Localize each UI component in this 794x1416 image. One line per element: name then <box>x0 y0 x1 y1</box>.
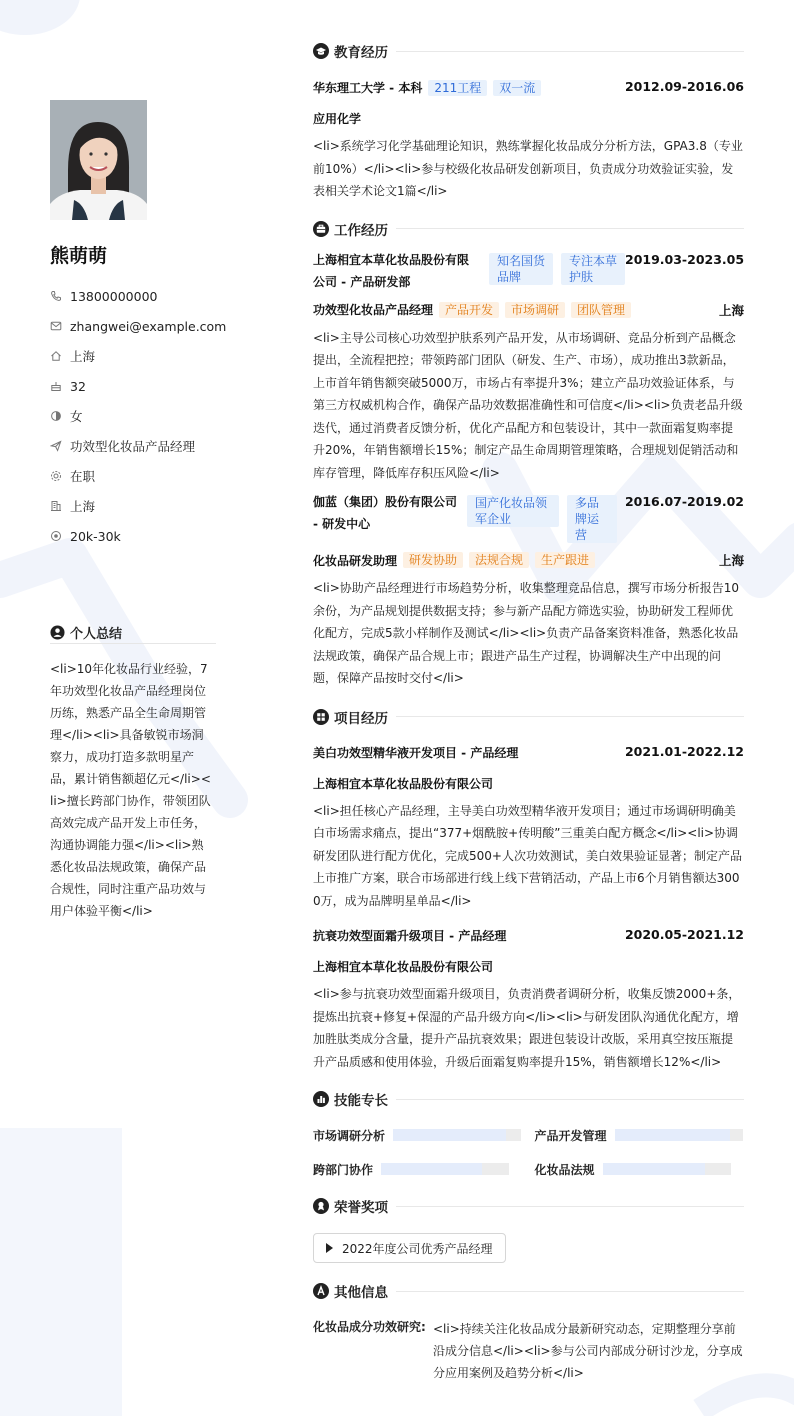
salary-value: 20k-30k <box>70 528 121 544</box>
skill-tag: 生产跟进 <box>535 552 595 568</box>
other-item <box>313 1318 744 1384</box>
work-entry <box>313 249 744 485</box>
awards-title: 荣誉奖项 <box>334 1200 388 1216</box>
phone-icon <box>50 290 62 302</box>
education-header <box>313 40 744 62</box>
status-row <box>50 461 220 491</box>
education-tag: 211工程 <box>428 80 487 96</box>
briefcase-icon <box>313 221 329 237</box>
school-name: 华东理工大学 - 本科 <box>313 81 423 95</box>
work-date: 2019.03-2023.05 <box>625 251 745 267</box>
skills-header <box>313 1088 744 1110</box>
profile-photo <box>50 100 147 220</box>
phone-value: 13800000000 <box>70 288 158 304</box>
job-role: 功效型化妆品产品经理 <box>313 303 434 317</box>
mail-icon <box>50 320 62 332</box>
skill-bar <box>603 1163 731 1175</box>
skill-item <box>535 1159 745 1179</box>
company-tag: 专注本草护肤 <box>561 253 625 285</box>
projects-title: 项目经历 <box>334 710 388 727</box>
work-header <box>313 218 744 240</box>
work-entry-header <box>313 249 744 293</box>
project-date: 2020.05-2021.12 <box>624 927 744 942</box>
awards-header <box>313 1195 744 1217</box>
target-city-value: 上海 <box>70 499 96 514</box>
awards-list <box>313 1233 744 1263</box>
skill-bar-fill <box>615 1129 730 1141</box>
work-role-row <box>313 551 744 569</box>
bar-chart-icon <box>313 1091 329 1107</box>
skill-bar-fill <box>393 1129 506 1141</box>
skills-grid <box>313 1125 744 1179</box>
profile-sidebar <box>50 100 227 551</box>
work-city: 上海 <box>718 302 744 318</box>
contact-info-list <box>50 281 227 551</box>
section-divider <box>396 1099 744 1100</box>
project-entry <box>313 744 744 913</box>
company-tag: 国产化妆品领军企业 <box>467 495 559 527</box>
other-section <box>313 1280 744 1384</box>
skills-title: 技能专长 <box>334 1093 388 1109</box>
project-entry-header <box>313 927 744 944</box>
building-icon <box>50 500 62 512</box>
education-tag: 双一流 <box>493 80 541 96</box>
skill-bar <box>381 1163 509 1175</box>
work-role-row <box>313 301 744 319</box>
skill-item <box>313 1125 523 1145</box>
section-divider <box>396 51 744 52</box>
skill-bar <box>615 1129 743 1141</box>
work-description: <li>协助产品经理进行市场趋势分析，收集整理竞品信息，撰写市场分析报告10余份，为产品规划提供数据支持；参与新产品配方筛选实验，协助研发工程师优化配方，完成5款小样制作及测试</li><li>负责产品备案资料准备，熟悉化妆品法规政策，确保产品合规上市；跟进产品生产过程，协调解决生产中出现的问题，保障产品按时交付</li> <box>313 581 740 685</box>
home-icon <box>50 350 62 362</box>
skill-tag: 团队管理 <box>571 302 631 318</box>
gender-value: 女 <box>70 409 83 424</box>
background-circle-decoration <box>0 0 80 35</box>
work-title: 工作经历 <box>334 222 388 239</box>
other-info-icon <box>313 1283 329 1299</box>
awards-section <box>313 1195 744 1263</box>
award-icon <box>313 1198 329 1214</box>
gender-icon <box>50 410 62 422</box>
skill-tag: 产品开发 <box>439 302 499 318</box>
grid-icon <box>313 709 329 725</box>
company-name: 上海相宜本草化妆品股份有限公司 - 产品研发部 <box>313 252 470 289</box>
position-row <box>50 431 220 461</box>
coin-icon <box>50 530 62 542</box>
work-date: 2016.07-2019.02 <box>624 494 744 509</box>
education-title: 教育经历 <box>334 45 388 61</box>
project-entry <box>313 927 744 1073</box>
projects-header <box>313 706 744 728</box>
work-city: 上海 <box>718 553 744 568</box>
section-divider <box>396 1291 744 1292</box>
section-divider <box>396 1206 744 1207</box>
summary-header <box>50 624 216 644</box>
project-name: 抗衰功效型面霜升级项目 - 产品经理 <box>313 929 507 943</box>
skill-tag: 研发协助 <box>403 552 463 568</box>
other-header <box>313 1280 744 1302</box>
skill-name: 跨部门协作 <box>313 1162 374 1177</box>
job-role: 化妆品研发助理 <box>313 553 398 568</box>
summary-text: <li>10年化妆品行业经验，7年功效型化妆品产品经理岗位历练，熟悉产品全生命周期管理</li><li>具备敏锐市场洞察力，成功打造多款明星产品，累计销售额超亿元</li><li>擅长跨部门协作，带领团队高效完成产品开发上市任务，沟通协调能力强</li><li>熟悉化妆品法规政策，确保产品合规性，同时注重产品功效与用户体验平衡</li> <box>50 662 211 918</box>
age-row <box>50 371 220 401</box>
skill-item <box>535 1125 745 1145</box>
target-city-row <box>50 491 220 521</box>
major-name: 应用化学 <box>313 112 362 126</box>
work-entry-header <box>313 491 744 543</box>
other-text: <li>持续关注化妆品成分最新研究动态，定期整理分享前沿成分信息</li><li>参与公司内部成分研讨沙龙，分享成分应用案例及趋势分析</li> <box>433 1322 743 1380</box>
skill-bar-fill <box>381 1163 482 1175</box>
education-section <box>313 40 744 203</box>
summary-title: 个人总结 <box>70 627 123 642</box>
skill-bar-fill <box>603 1163 705 1175</box>
skill-name: 产品开发管理 <box>534 1128 607 1143</box>
project-name: 美白功效型精华液开发项目 - 产品经理 <box>313 745 519 760</box>
cake-icon <box>50 380 62 392</box>
project-entry-header <box>313 744 744 761</box>
project-company: 上海相宜本草化妆品股份有限公司 <box>313 960 494 974</box>
person-icon <box>50 625 65 640</box>
skill-name: 市场调研分析 <box>313 1128 386 1143</box>
work-entry <box>313 491 744 690</box>
age-value: 32 <box>70 378 86 394</box>
other-label: 化妆品成分功效研究: <box>313 1320 426 1334</box>
skill-tag: 市场调研 <box>505 302 565 318</box>
status-gear-icon <box>50 470 62 482</box>
section-divider <box>396 716 744 717</box>
education-entry-header <box>313 79 744 96</box>
position-value: 功效型化妆品产品经理 <box>70 439 196 454</box>
send-icon <box>50 440 62 452</box>
city-row <box>50 341 220 371</box>
skill-name: 化妆品法规 <box>534 1162 595 1177</box>
email-row <box>50 311 227 341</box>
skills-section <box>313 1088 744 1179</box>
education-description: <li>系统学习化学基础理论知识，熟练掌握化妆品成分分析方法，GPA3.8（专业前10%）</li><li>参与校级化妆品研发创新项目，负责成分功效验证实验，发表相关学术论文1篇</li> <box>313 139 743 198</box>
project-description: <li>担任核心产品经理，主导美白功效型精华液开发项目；通过市场调研明确美白市场需求痛点，提出“377+烟酰胺+传明酸”三重美白配方概念</li><li>协调研发团队进行配方优化，完成500+人次功效测试，美白效果验证显著；制定产品上市推广方案，联合市场部进行线上线下营销活动，产品上市6个月销售额达3000万，成为品牌明星单品</li> <box>313 803 742 908</box>
award-item[interactable] <box>313 1233 506 1263</box>
work-section <box>313 218 744 690</box>
project-date: 2021.01-2022.12 <box>624 743 744 759</box>
play-triangle-icon <box>326 1243 333 1253</box>
company-tag: 多品牌运营 <box>567 495 617 543</box>
skill-item <box>313 1159 523 1179</box>
work-description: <li>主导公司核心功效型护肤系列产品开发，从市场调研、竞品分析到产品概念提出，全流程把控；带领跨部门团队（研发、生产、市场），成功推出3款新品，上市首年销售额突破5000万，市场占有率提升3%；建立产品功效验证体系，与第三方权威机构合作，确保产品功效数据准确性和可信度</li><li>负责老品升级迭代，通过消费者反馈分析，优化产品配方和包装设计，其中一款面霜复购率提升20%，年销售额增长15%；制定产品生命周期管理策略，合理规划促销活动和库存管理，降低库存积压风险</li> <box>313 330 743 480</box>
city-value: 上海 <box>70 349 96 364</box>
other-title: 其他信息 <box>334 1285 388 1301</box>
company-name: 伽蓝（集团）股份有限公司 - 研发中心 <box>313 495 458 531</box>
skill-bar <box>393 1129 521 1141</box>
award-label: 2022年度公司优秀产品经理 <box>342 1241 493 1256</box>
summary-section <box>50 624 216 922</box>
main-content <box>313 40 744 1384</box>
candidate-name: 熊萌萌 <box>50 245 108 267</box>
graduation-cap-icon <box>313 43 329 59</box>
status-value: 在职 <box>70 469 96 484</box>
section-divider <box>396 228 744 229</box>
phone-row <box>50 281 220 311</box>
skill-tag: 法规合规 <box>469 552 529 568</box>
education-date: 2012.09-2016.06 <box>624 79 744 94</box>
company-tag: 知名国货品牌 <box>489 253 553 285</box>
salary-row <box>50 521 220 551</box>
gender-row <box>50 401 220 431</box>
projects-section <box>313 706 744 1074</box>
project-description: <li>参与抗衰功效型面霜升级项目，负责消费者调研分析，收集反馈2000+条，提炼出抗衰+修复+保湿的产品升级方向</li><li>与研发团队沟通优化配方，增加胜肽类成分含量，提升产品抗衰效果；跟进包装设计改版，采用真空按压瓶提升产品质感和使用体验，升级后面霜复购率提升15%，销售额增长12%</li> <box>313 987 741 1069</box>
project-company: 上海相宜本草化妆品股份有限公司 <box>313 776 494 791</box>
email-value: zhangwei@example.com <box>70 318 227 334</box>
background-block-decoration <box>0 1128 122 1416</box>
